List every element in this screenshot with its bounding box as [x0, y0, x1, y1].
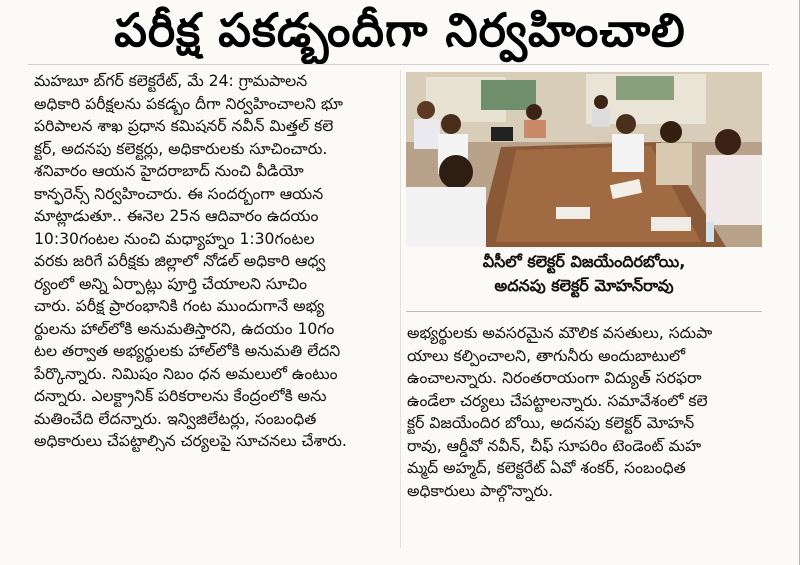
article-left-column [34, 70, 398, 453]
article-line: శనివారం ఆయన హైదరాబాద్ నుంచి వీడియో [34, 162, 304, 180]
article-line: మ్మద్ అహ్మద్, కలెక్టరేట్ ఏవో శంకర్, సంబంధిత [407, 459, 686, 477]
article-line: అభ్యర్థులకు అవసరమైన మౌలిక వసతులు, సదుపా [407, 324, 713, 342]
article-line: యాలు కల్పించాలని, తాగునీరు అందుబాటులో [407, 346, 686, 365]
article-line: పేర్కొన్నారు. నిమిషం నిబం ధన అమలులో ఉంటుం [34, 364, 338, 383]
article-line: ర్యంలో అన్ని ఏర్పాట్లు పూర్తి చేయాలని సూచిం [34, 274, 308, 293]
headline: పరీక్ష పకడ్బందీగా నిర్వహించాలి [114, 3, 686, 57]
article-line: టల తర్వాత అభ్యర్థులకు హాల్‌లోకి అనుమతి లేదని [34, 342, 341, 360]
article-line: అధికారి పరీక్షలను పకడ్బం దీగా నిర్వహించాలని భూ [34, 94, 343, 113]
article-line: మతించేది లేదన్నారు. ఇన్విజిలేటర్లు, సంబంధిత [34, 409, 317, 428]
article-line: వరకు జరిగే పరీక్షకు జిల్లాలో నోడల్ అధికారి ఆధ్వ [34, 252, 326, 270]
article-line: అధికారులు పాల్గొన్నారు. [407, 481, 554, 500]
headline-rule [28, 64, 769, 65]
article-line: ఉండేలా చర్యలు చేపట్టాలన్నారు. సమావేశంలో కలె [407, 391, 708, 410]
meeting-photo-icon [406, 72, 762, 247]
article-line: మాట్లాడుతూ.. ఈనెల 25న ఆదివారం ఉదయం [34, 207, 319, 225]
article-right-column [407, 322, 765, 502]
caption-line: అదనపు కలెక్టర్ మోహన్‌రావు [494, 276, 674, 295]
article-line: అధికారులు చేపట్టాల్సిన చర్యలపై సూచనలు చేశారు. [34, 432, 347, 450]
meeting-photo [406, 72, 762, 247]
photo-caption [406, 250, 762, 306]
article-line: ర్థులను హాల్‌లోకి అనుమతిస్తారని, ఉదయం 10గం [34, 319, 335, 338]
column-divider [400, 70, 401, 548]
article-line: పరిపాలన శాఖ ప్రధాన కమిషనర్ నవీన్ మిత్తల్ కలె [34, 117, 334, 135]
article-line: చారు. పరీక్ష ప్రారంభానికి గంట ముందుగానే అభ్య [34, 297, 325, 315]
article-line: క్టర్ విజయేందిర బోయి, అదనపు కలెక్టర్ మోహన్ [407, 414, 695, 432]
article-line: ఉంచాలన్నారు. నిరంతరాయంగా విద్యుత్ సరఫరా [407, 369, 702, 387]
article-line: మహబూ బ్‌గర్ కలెక్టరేట్, మే 24: గ్రామపాలన [34, 72, 308, 90]
article-line: కాన్ఫరెన్స్ నిర్వహించారు. ఈ సందర్భంగా ఆయన [34, 184, 324, 203]
article-line: రావు, ఆర్డీవో నవీన్, చీఫ్ సూపరిం టెండెంట్ మహ [407, 436, 702, 455]
article-line: 10:30గంటల నుంచి మధ్యాహ్నం 1:30గంటల [34, 229, 315, 248]
article-line: దన్నారు. ఎలక్ట్రానిక్ పరికరాలను కేంద్రంలోకి అను [34, 387, 327, 405]
article-line: క్టర్, అదనపు కలెక్టర్లు, అధికారులకు సూచించారు. [34, 139, 328, 158]
caption-line: వీసీలో కలెక్టర్ విజయేందిరబోయి, [482, 252, 686, 271]
caption-rule [406, 311, 762, 312]
